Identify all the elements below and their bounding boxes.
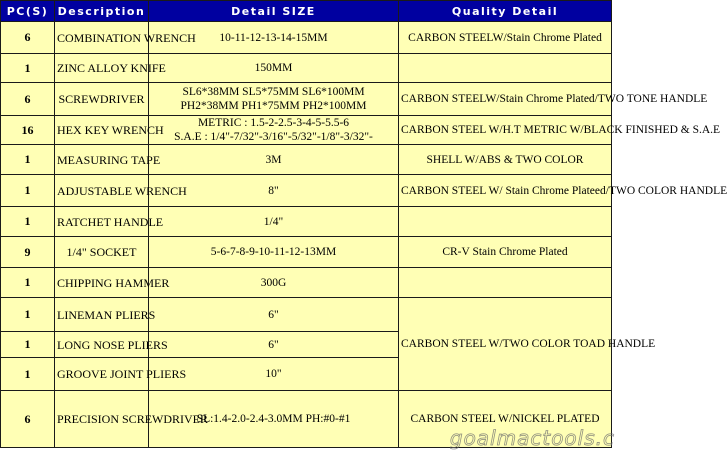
- pc-cell: 6: [1, 22, 55, 54]
- description-cell: CHIPPING HAMMER: [55, 268, 149, 298]
- table-row: [1, 207, 612, 237]
- table-row: [1, 54, 612, 83]
- quality-cell: CARBON STEELW/Stain Chrome Plated/TWO TONE HANDLE: [399, 83, 612, 116]
- header-pc: PC(S): [1, 1, 55, 22]
- table-row: [1, 145, 612, 175]
- description-cell: 1/4" SOCKET: [55, 237, 149, 268]
- table-row: [1, 83, 612, 116]
- quality-cell: [399, 54, 612, 83]
- quality-line: METRIC W/BLACK FINISHED & S.A.E: [523, 124, 721, 136]
- size-cell: 150MM: [149, 54, 399, 83]
- quality-cell: CARBON STEELW/Stain Chrome Plated: [399, 22, 612, 54]
- size-cell: 3M: [149, 145, 399, 175]
- size-cell: 300G: [149, 268, 399, 298]
- size-cell: 6": [149, 332, 399, 358]
- description-cell: RATCHET HANDLE: [55, 207, 149, 237]
- pc-cell: 1: [1, 358, 55, 391]
- quality-cell: [399, 116, 721, 145]
- size-cell: 8": [149, 175, 399, 207]
- table-row: [1, 175, 612, 207]
- description-cell: SCREWDRIVER: [55, 83, 149, 116]
- description-cell: LINEMAN PLIERS: [55, 298, 149, 332]
- quality-cell: [399, 268, 612, 298]
- size-cell: 10": [149, 358, 399, 391]
- quality-cell: [399, 207, 612, 237]
- size-line: PH2*38MM PH1*75MM PH2*100MM: [180, 100, 367, 112]
- quality-cell: CARBON STEEL W/NICKEL PLATED: [399, 391, 612, 448]
- quality-cell: CARBON STEEL W/ Stain Chrome Plateed/TWO COLOR HANDLE: [399, 175, 612, 207]
- table-header-row: [1, 1, 612, 22]
- size-line: S.A.E : 1/4"-7/32"-3/16"-5/32"-1/8"-3/32"-: [174, 131, 373, 143]
- size-line: SL6*38MM SL5*75MM SL6*100MM: [182, 86, 365, 98]
- pc-cell: 1: [1, 145, 55, 175]
- description-cell: HEX KEY WRENCH: [55, 116, 149, 145]
- size-cell: 10-11-12-13-14-15MM: [149, 22, 399, 54]
- size-cell: 5-6-7-8-9-10-11-12-13MM: [149, 237, 399, 268]
- pc-cell: 9: [1, 237, 55, 268]
- description-cell: GROOVE JOINT PLIERS: [55, 358, 149, 391]
- quality-cell: SHELL W/ABS & TWO COLOR: [399, 145, 612, 175]
- description-cell: PRECISION SCREWDRIVER: [55, 391, 149, 448]
- pc-cell: 6: [1, 391, 55, 448]
- pc-cell: 1: [1, 268, 55, 298]
- pc-cell: 1: [1, 207, 55, 237]
- description-cell: ZINC ALLOY KNIFE: [55, 54, 149, 83]
- pc-cell: 6: [1, 83, 55, 116]
- size-line: METRIC : 1.5-2-2.5-3-4-5-5.5-6: [197, 117, 350, 129]
- header-detail-size: Detail SIZE: [149, 1, 399, 22]
- table-row: [1, 116, 612, 145]
- pc-cell: 1: [1, 175, 55, 207]
- description-cell: COMBINATION WRENCH: [55, 22, 149, 54]
- size-cell: [149, 116, 399, 145]
- table-row: [1, 391, 612, 448]
- pc-cell: 1: [1, 54, 55, 83]
- pc-cell: 1: [1, 298, 55, 332]
- quality-cell: CR-V Stain Chrome Plated: [399, 237, 612, 268]
- size-cell: SL:1.4-2.0-2.4-3.0MM PH:#0-#1: [149, 391, 399, 448]
- description-cell: LONG NOSE PLIERS: [55, 332, 149, 358]
- size-cell: [149, 83, 399, 116]
- pc-cell: 1: [1, 332, 55, 358]
- size-cell: 1/4": [149, 207, 399, 237]
- description-cell: MEASURING TAPE: [55, 145, 149, 175]
- header-description: Description: [55, 1, 149, 22]
- table-row: [1, 268, 612, 298]
- quality-line: CARBON STEEL W/H.T: [401, 124, 521, 136]
- pc-cell: 16: [1, 116, 55, 145]
- quality-cell: CARBON STEEL W/TWO COLOR TOAD HANDLE: [399, 298, 612, 391]
- header-quality-detail: Quality Detail: [399, 1, 612, 22]
- size-cell: 6": [149, 298, 399, 332]
- description-cell: ADJUSTABLE WRENCH: [55, 175, 149, 207]
- table-row: [1, 298, 612, 332]
- table-row: [1, 237, 612, 268]
- table-row: [1, 22, 612, 54]
